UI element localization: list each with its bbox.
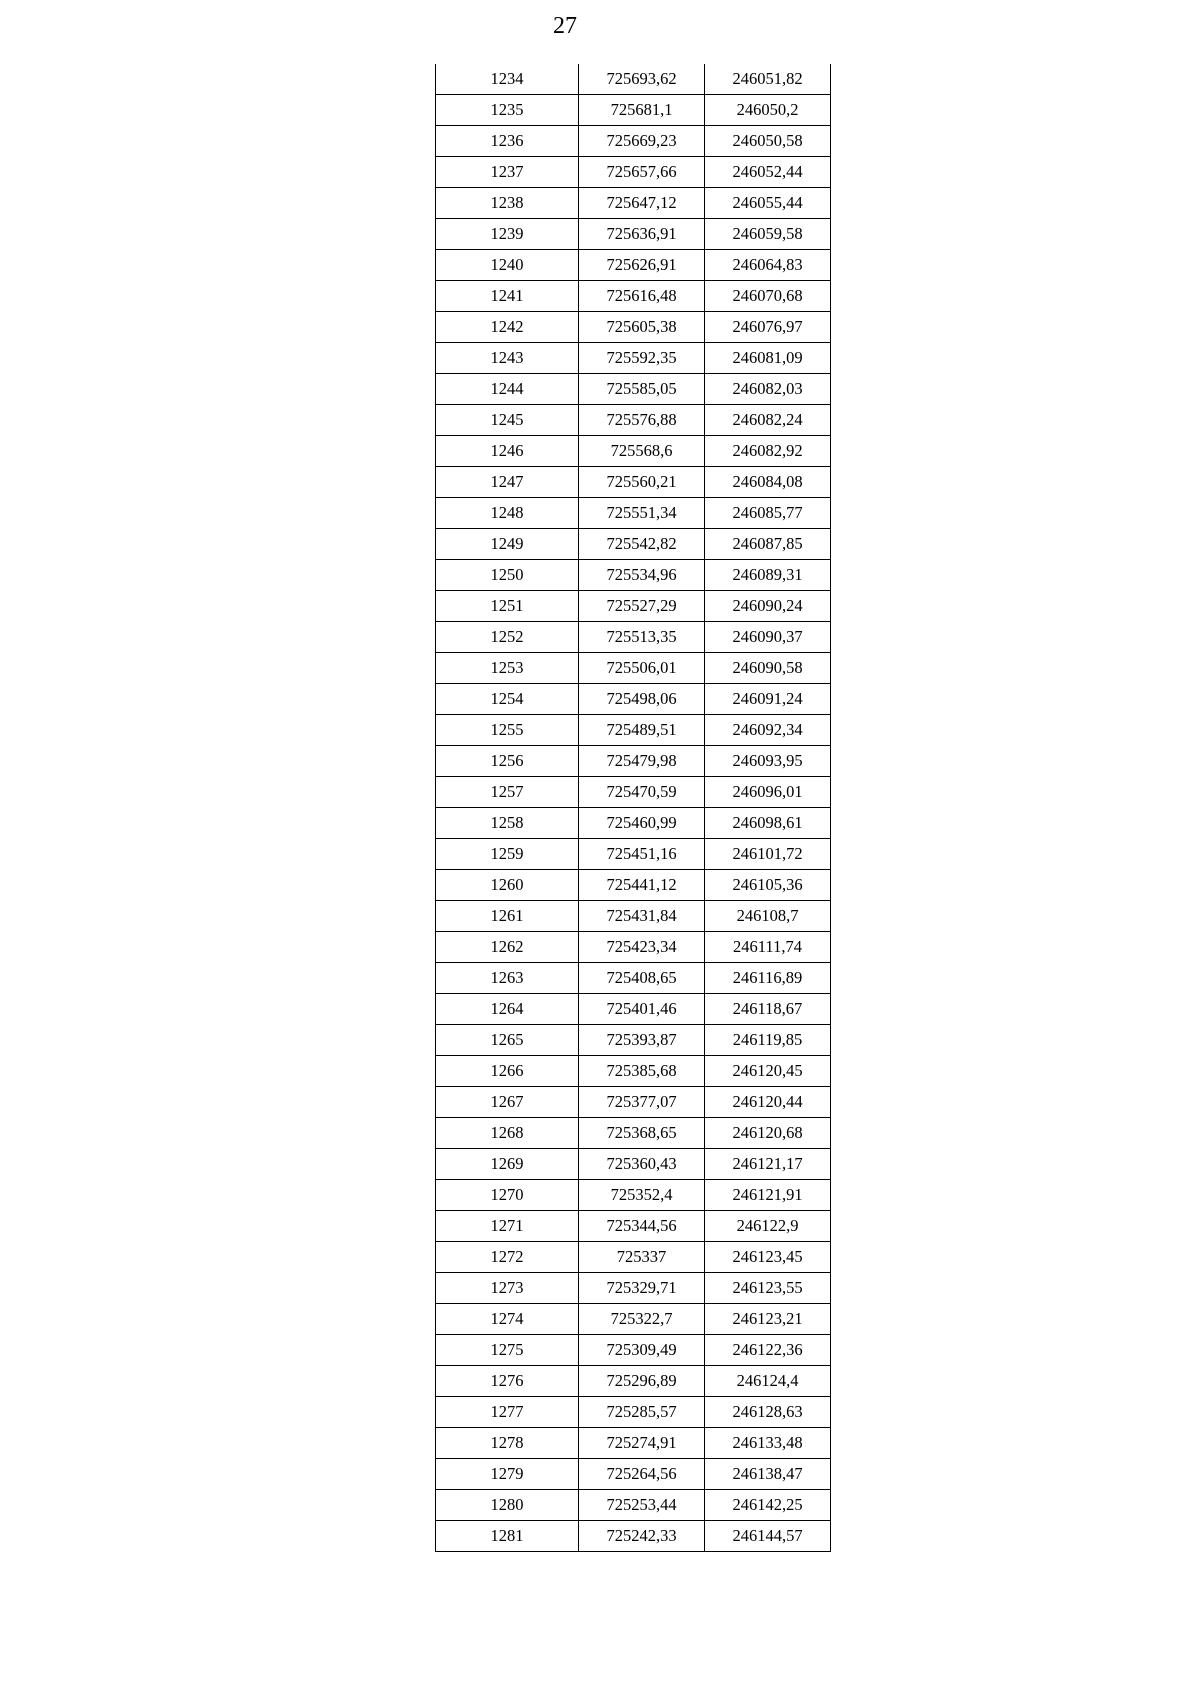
x-coordinate-cell: 725657,66 — [579, 157, 705, 188]
table-row — [436, 188, 831, 219]
x-coordinate-cell: 725285,57 — [579, 1397, 705, 1428]
table-row — [436, 1366, 831, 1397]
y-coordinate-cell: 246059,58 — [705, 219, 831, 250]
y-coordinate-cell: 246084,08 — [705, 467, 831, 498]
table-row — [436, 1211, 831, 1242]
x-coordinate-cell: 725568,6 — [579, 436, 705, 467]
point-number-cell: 1280 — [436, 1490, 579, 1521]
point-number-cell: 1243 — [436, 343, 579, 374]
y-coordinate-cell: 246081,09 — [705, 343, 831, 374]
point-number-cell: 1248 — [436, 498, 579, 529]
point-number-cell: 1234 — [436, 64, 579, 95]
point-number-cell: 1268 — [436, 1118, 579, 1149]
x-coordinate-cell: 725479,98 — [579, 746, 705, 777]
y-coordinate-cell: 246133,48 — [705, 1428, 831, 1459]
y-coordinate-cell: 246089,31 — [705, 560, 831, 591]
point-number-cell: 1250 — [436, 560, 579, 591]
table-row — [436, 467, 831, 498]
x-coordinate-cell: 725401,46 — [579, 994, 705, 1025]
point-number-cell: 1244 — [436, 374, 579, 405]
table-row — [436, 250, 831, 281]
y-coordinate-cell: 246105,36 — [705, 870, 831, 901]
x-coordinate-cell: 725498,06 — [579, 684, 705, 715]
point-number-cell: 1265 — [436, 1025, 579, 1056]
table-row — [436, 1490, 831, 1521]
y-coordinate-cell: 246121,17 — [705, 1149, 831, 1180]
table-row — [436, 1056, 831, 1087]
y-coordinate-cell: 246122,9 — [705, 1211, 831, 1242]
point-number-cell: 1238 — [436, 188, 579, 219]
table-row — [436, 1273, 831, 1304]
point-number-cell: 1270 — [436, 1180, 579, 1211]
page-number: 27 — [553, 13, 577, 39]
y-coordinate-cell: 246090,37 — [705, 622, 831, 653]
x-coordinate-cell: 725352,4 — [579, 1180, 705, 1211]
table-row — [436, 281, 831, 312]
x-coordinate-cell: 725626,91 — [579, 250, 705, 281]
table-row — [436, 1149, 831, 1180]
x-coordinate-cell: 725534,96 — [579, 560, 705, 591]
y-coordinate-cell: 246090,58 — [705, 653, 831, 684]
y-coordinate-cell: 246092,34 — [705, 715, 831, 746]
point-number-cell: 1255 — [436, 715, 579, 746]
point-number-cell: 1274 — [436, 1304, 579, 1335]
y-coordinate-cell: 246111,74 — [705, 932, 831, 963]
x-coordinate-cell: 725513,35 — [579, 622, 705, 653]
table-row — [436, 715, 831, 746]
table-row — [436, 1335, 831, 1366]
y-coordinate-cell: 246128,63 — [705, 1397, 831, 1428]
y-coordinate-cell: 246091,24 — [705, 684, 831, 715]
table-row — [436, 1118, 831, 1149]
x-coordinate-cell: 725423,34 — [579, 932, 705, 963]
point-number-cell: 1251 — [436, 591, 579, 622]
point-number-cell: 1242 — [436, 312, 579, 343]
y-coordinate-cell: 246055,44 — [705, 188, 831, 219]
y-coordinate-cell: 246116,89 — [705, 963, 831, 994]
point-number-cell: 1236 — [436, 126, 579, 157]
x-coordinate-cell: 725274,91 — [579, 1428, 705, 1459]
y-coordinate-cell: 246050,2 — [705, 95, 831, 126]
point-number-cell: 1237 — [436, 157, 579, 188]
point-number-cell: 1261 — [436, 901, 579, 932]
table-row — [436, 1428, 831, 1459]
table-row — [436, 1459, 831, 1490]
table-row — [436, 1397, 831, 1428]
coordinates-table-body — [436, 64, 831, 1552]
y-coordinate-cell: 246120,44 — [705, 1087, 831, 1118]
x-coordinate-cell: 725431,84 — [579, 901, 705, 932]
y-coordinate-cell: 246123,21 — [705, 1304, 831, 1335]
point-number-cell: 1279 — [436, 1459, 579, 1490]
table-row — [436, 498, 831, 529]
x-coordinate-cell: 725470,59 — [579, 777, 705, 808]
table-row — [436, 157, 831, 188]
x-coordinate-cell: 725393,87 — [579, 1025, 705, 1056]
table-row — [436, 1242, 831, 1273]
point-number-cell: 1269 — [436, 1149, 579, 1180]
y-coordinate-cell: 246050,58 — [705, 126, 831, 157]
x-coordinate-cell: 725542,82 — [579, 529, 705, 560]
x-coordinate-cell: 725576,88 — [579, 405, 705, 436]
x-coordinate-cell: 725360,43 — [579, 1149, 705, 1180]
point-number-cell: 1277 — [436, 1397, 579, 1428]
y-coordinate-cell: 246082,24 — [705, 405, 831, 436]
table-row — [436, 808, 831, 839]
y-coordinate-cell: 246085,77 — [705, 498, 831, 529]
point-number-cell: 1272 — [436, 1242, 579, 1273]
coordinates-table — [435, 64, 831, 1552]
point-number-cell: 1276 — [436, 1366, 579, 1397]
table-row — [436, 1521, 831, 1552]
x-coordinate-cell: 725309,49 — [579, 1335, 705, 1366]
x-coordinate-cell: 725344,56 — [579, 1211, 705, 1242]
y-coordinate-cell: 246108,7 — [705, 901, 831, 932]
y-coordinate-cell: 246138,47 — [705, 1459, 831, 1490]
table-row — [436, 622, 831, 653]
x-coordinate-cell: 725253,44 — [579, 1490, 705, 1521]
point-number-cell: 1273 — [436, 1273, 579, 1304]
table-row — [436, 1025, 831, 1056]
y-coordinate-cell: 246121,91 — [705, 1180, 831, 1211]
point-number-cell: 1267 — [436, 1087, 579, 1118]
x-coordinate-cell: 725592,35 — [579, 343, 705, 374]
y-coordinate-cell: 246118,67 — [705, 994, 831, 1025]
y-coordinate-cell: 246119,85 — [705, 1025, 831, 1056]
x-coordinate-cell: 725551,34 — [579, 498, 705, 529]
point-number-cell: 1281 — [436, 1521, 579, 1552]
table-row — [436, 1180, 831, 1211]
table-row — [436, 312, 831, 343]
table-row — [436, 994, 831, 1025]
table-row — [436, 1087, 831, 1118]
x-coordinate-cell: 725636,91 — [579, 219, 705, 250]
y-coordinate-cell: 246144,57 — [705, 1521, 831, 1552]
point-number-cell: 1247 — [436, 467, 579, 498]
point-number-cell: 1246 — [436, 436, 579, 467]
x-coordinate-cell: 725337 — [579, 1242, 705, 1273]
y-coordinate-cell: 246122,36 — [705, 1335, 831, 1366]
x-coordinate-cell: 725506,01 — [579, 653, 705, 684]
point-number-cell: 1260 — [436, 870, 579, 901]
table-row — [436, 126, 831, 157]
y-coordinate-cell: 246087,85 — [705, 529, 831, 560]
x-coordinate-cell: 725441,12 — [579, 870, 705, 901]
point-number-cell: 1266 — [436, 1056, 579, 1087]
table-row — [436, 343, 831, 374]
x-coordinate-cell: 725681,1 — [579, 95, 705, 126]
x-coordinate-cell: 725385,68 — [579, 1056, 705, 1087]
y-coordinate-cell: 246096,01 — [705, 777, 831, 808]
x-coordinate-cell: 725368,65 — [579, 1118, 705, 1149]
y-coordinate-cell: 246123,45 — [705, 1242, 831, 1273]
table-row — [436, 591, 831, 622]
table-row — [436, 436, 831, 467]
x-coordinate-cell: 725322,7 — [579, 1304, 705, 1335]
y-coordinate-cell: 246120,45 — [705, 1056, 831, 1087]
x-coordinate-cell: 725329,71 — [579, 1273, 705, 1304]
y-coordinate-cell: 246120,68 — [705, 1118, 831, 1149]
y-coordinate-cell: 246093,95 — [705, 746, 831, 777]
point-number-cell: 1263 — [436, 963, 579, 994]
table-row — [436, 374, 831, 405]
y-coordinate-cell: 246051,82 — [705, 64, 831, 95]
y-coordinate-cell: 246101,72 — [705, 839, 831, 870]
table-row — [436, 560, 831, 591]
table-row — [436, 95, 831, 126]
table-row — [436, 839, 831, 870]
table-row — [436, 870, 831, 901]
table-row — [436, 64, 831, 95]
point-number-cell: 1254 — [436, 684, 579, 715]
x-coordinate-cell: 725377,07 — [579, 1087, 705, 1118]
table-row — [436, 932, 831, 963]
point-number-cell: 1259 — [436, 839, 579, 870]
y-coordinate-cell: 246098,61 — [705, 808, 831, 839]
table-row — [436, 901, 831, 932]
x-coordinate-cell: 725242,33 — [579, 1521, 705, 1552]
point-number-cell: 1257 — [436, 777, 579, 808]
x-coordinate-cell: 725264,56 — [579, 1459, 705, 1490]
table-row — [436, 777, 831, 808]
point-number-cell: 1258 — [436, 808, 579, 839]
y-coordinate-cell: 246076,97 — [705, 312, 831, 343]
x-coordinate-cell: 725605,38 — [579, 312, 705, 343]
table-row — [436, 684, 831, 715]
table-row — [436, 405, 831, 436]
y-coordinate-cell: 246124,4 — [705, 1366, 831, 1397]
table-row — [436, 963, 831, 994]
table-row — [436, 746, 831, 777]
x-coordinate-cell: 725585,05 — [579, 374, 705, 405]
y-coordinate-cell: 246064,83 — [705, 250, 831, 281]
table-row — [436, 529, 831, 560]
point-number-cell: 1278 — [436, 1428, 579, 1459]
point-number-cell: 1262 — [436, 932, 579, 963]
x-coordinate-cell: 725693,62 — [579, 64, 705, 95]
x-coordinate-cell: 725408,65 — [579, 963, 705, 994]
point-number-cell: 1249 — [436, 529, 579, 560]
y-coordinate-cell: 246090,24 — [705, 591, 831, 622]
table-row — [436, 1304, 831, 1335]
point-number-cell: 1245 — [436, 405, 579, 436]
y-coordinate-cell: 246052,44 — [705, 157, 831, 188]
x-coordinate-cell: 725451,16 — [579, 839, 705, 870]
y-coordinate-cell: 246070,68 — [705, 281, 831, 312]
x-coordinate-cell: 725489,51 — [579, 715, 705, 746]
point-number-cell: 1253 — [436, 653, 579, 684]
point-number-cell: 1264 — [436, 994, 579, 1025]
x-coordinate-cell: 725560,21 — [579, 467, 705, 498]
y-coordinate-cell: 246082,03 — [705, 374, 831, 405]
point-number-cell: 1239 — [436, 219, 579, 250]
point-number-cell: 1252 — [436, 622, 579, 653]
point-number-cell: 1256 — [436, 746, 579, 777]
y-coordinate-cell: 246123,55 — [705, 1273, 831, 1304]
point-number-cell: 1275 — [436, 1335, 579, 1366]
y-coordinate-cell: 246082,92 — [705, 436, 831, 467]
point-number-cell: 1240 — [436, 250, 579, 281]
x-coordinate-cell: 725460,99 — [579, 808, 705, 839]
x-coordinate-cell: 725669,23 — [579, 126, 705, 157]
x-coordinate-cell: 725296,89 — [579, 1366, 705, 1397]
point-number-cell: 1271 — [436, 1211, 579, 1242]
point-number-cell: 1241 — [436, 281, 579, 312]
x-coordinate-cell: 725616,48 — [579, 281, 705, 312]
y-coordinate-cell: 246142,25 — [705, 1490, 831, 1521]
x-coordinate-cell: 725647,12 — [579, 188, 705, 219]
x-coordinate-cell: 725527,29 — [579, 591, 705, 622]
point-number-cell: 1235 — [436, 95, 579, 126]
table-row — [436, 219, 831, 250]
table-row — [436, 653, 831, 684]
